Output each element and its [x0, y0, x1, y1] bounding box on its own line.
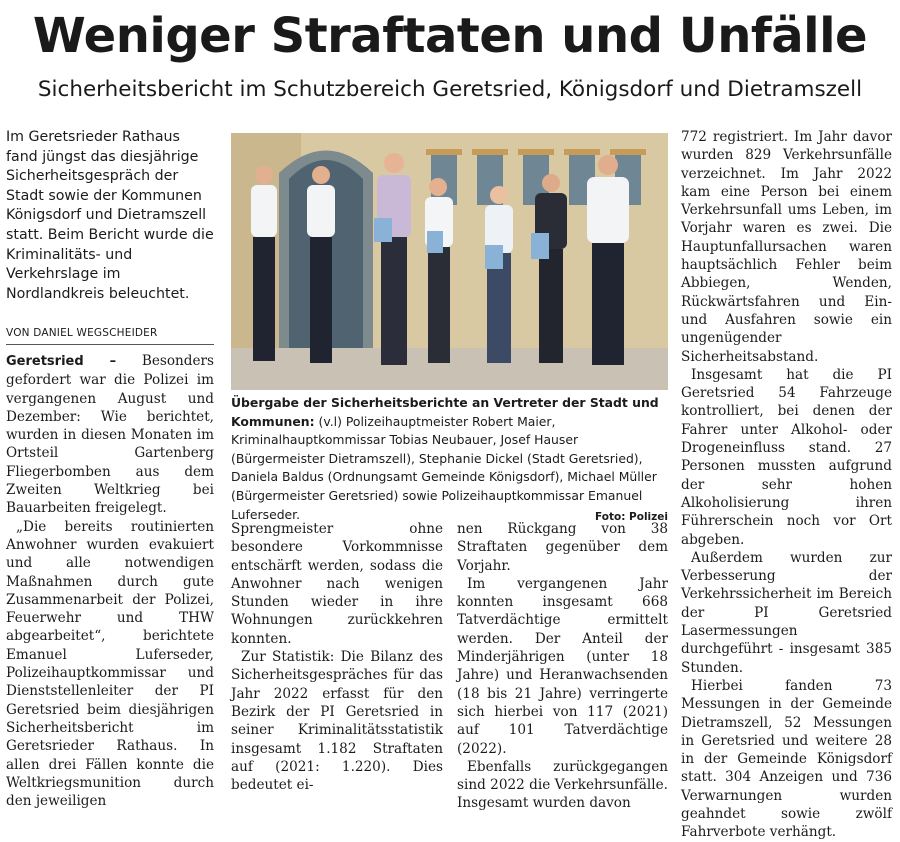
text-column-3 — [457, 520, 668, 813]
photo-credit: Foto: Polizei — [595, 510, 668, 523]
group-photo-illustration — [231, 133, 668, 390]
photo-caption-text: (v.l) Polizeihauptmeister Robert Maier, Kriminalhauptkommissar Tobias Neubauer, Josef Hauser (Bürgermeister Dietramszell), Stephanie Dickel (Stadt Geretsried), Daniela Baldus (Ordnungsamt Gemeinde Königsdorf), Michael Müller (Bürgermeister Geretsried) sowie Polizeihauptkommissar Emanuel Luferseder. — [231, 413, 657, 522]
article-subheadline: Sicherheitsbericht im Schutzbereich Geretsried, Königsdorf und Dietramszell — [37, 77, 863, 102]
text-column-1 — [6, 352, 214, 810]
photo-caption-title: Übergabe der Sicherheitsberichte an Vertreter der Stadt und Kommunen: — [231, 395, 659, 429]
article-headline: Weniger Straftaten und Unfälle — [32, 8, 868, 64]
paragraph: Zur Statistik: Die Bilanz des Sicherheitsgespräches für das Jahr 2022 erfasst für den Bezirk der PI Geretsried in seiner Kriminalitätsstatistik insgesamt 1.182 Straftaten auf (2021: 1.220). Dies bedeutet ei- — [231, 649, 443, 794]
paragraph: „Die bereits routinierten Anwohner wurden evakuiert und alle notwendigen Maßnahmen durch gute Zusammenarbeit der Polizei, Feuerwehr und THW abgearbeitet“, berichtete Emanuel Luferseder, Polizeihauptkommissar und Dienststellenleiter der PI Geretsried beim diesjährigen Sicherheitsbericht im Geretsrieder Rathaus. In allen drei Fällen konnte die Weltkriegsmunition durch den jeweiligen — [6, 518, 214, 810]
byline: VON DANIEL WEGSCHEIDER — [6, 327, 214, 345]
paragraph: Sprengmeister ohne besondere Vorkommnisse entschärft werden, sodass die Anwohner nach wenigen Stunden wieder in ihre Wohnungen zurückkehren konnten. — [231, 521, 443, 647]
text-column-4 — [681, 128, 892, 842]
paragraph: Insgesamt hat die PI Geretsried 54 Fahrzeuge kontrolliert, bei denen der Fahrer unter Alkohol- oder Drogeneinfluss stand. 27 Personen mussten aufgrund der sehr hohen Alkoholisierung ihren Führerschein noch vor Ort abgeben. — [681, 366, 892, 548]
place-line: Geretsried – — [6, 354, 117, 369]
paragraph — [6, 352, 214, 518]
article-teaser: Im Geretsrieder Rathaus fand jüngst das diesjährige Sicherheitsgespräch der Stadt sowie der Kommunen Königsdorf und Dietramszell statt. Beim Bericht wurde die Kriminalitäts- und Verkehrslage im Nordlandkreis beleuchtet. — [6, 129, 214, 302]
paragraph: 772 registriert. Im Jahr davor wurden 829 Verkehrsunfälle verzeichnet. Im Jahr 2022 kam eine Person bei einem Verkehrsunfall ums Leben, im Vorjahr waren es zwei. Die Hauptunfallursachen waren hauptsächlich Fehler beim Abbiegen, Wenden, Rückwärtsfahren und Ein- und Ausfahren sowie ein ungenügender Sicherheitsabstand. — [681, 129, 892, 365]
paragraph-text: Besonders gefordert war die Polizei im vergangenen August und Dezember: Wie berichtet, wurden in diesen Monaten im Ortsteil Gartenberg Fliegerbomben aus dem Zweiten Weltkrieg bei Bauarbeiten freigelegt. — [6, 353, 214, 517]
group-photo — [231, 133, 668, 390]
paragraph: Außerdem wurden zur Verbesserung der Verkehrssicherheit im Bereich der PI Geretsried Lasermessungen durchgeführt - insgesamt 385 Stunden. — [681, 549, 892, 676]
paragraph: Im vergangenen Jahr konnten insgesamt 668 Tatverdächtige ermittelt werden. Der Anteil der Minderjährigen (unter 18 Jahre) und Heranwachsenden (18 bis 21 Jahre) verringerte sich hierbei von 117 (2021) auf 101 Tatverdächtige (2022). — [457, 575, 668, 757]
paragraph: Hierbei fanden 73 Messungen in der Gemeinde Dietramszell, 52 Messungen in Geretsried und weitere 28 in der Gemeinde Königsdorf statt. 304 Anzeigen und 736 Verwarnungen wurden geahndet sowie zwölf Fahrverbote verhängt. — [681, 677, 892, 841]
photo-caption — [231, 394, 668, 526]
text-column-2 — [231, 520, 443, 794]
paragraph: Ebenfalls zurückgegangen sind 2022 die Verkehrsunfälle. Insgesamt wurden davon — [457, 758, 668, 812]
paragraph: nen Rückgang von 38 Straftaten gegenüber dem Vorjahr. — [457, 521, 668, 574]
